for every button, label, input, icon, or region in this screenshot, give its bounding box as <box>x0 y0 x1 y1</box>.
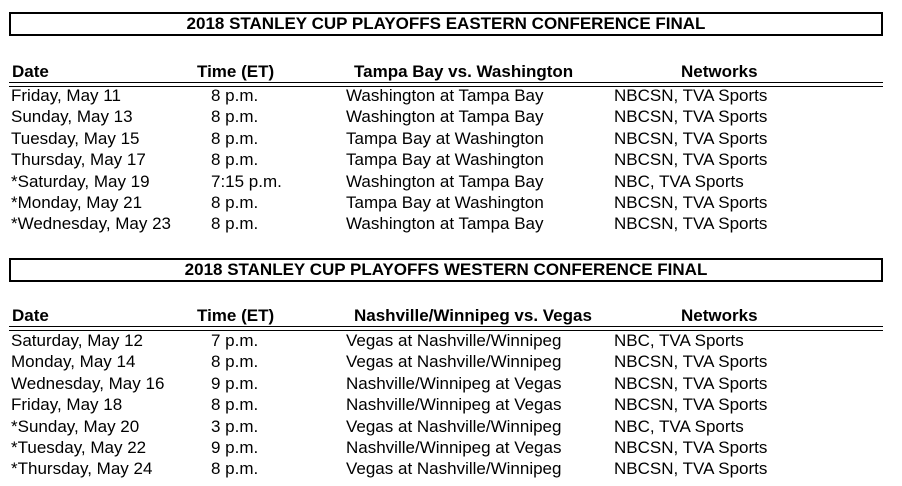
matchup-cell: Washington at Tampa Bay <box>346 107 544 127</box>
table-row <box>0 373 902 394</box>
time-cell: 9 p.m. <box>211 373 259 393</box>
time-cell: 3 p.m. <box>211 416 259 436</box>
time-cell: 8 p.m. <box>211 128 259 148</box>
table-row <box>0 192 902 213</box>
matchup-cell: Tampa Bay at Washington <box>346 128 544 148</box>
table-row <box>0 416 902 437</box>
time-cell: 8 p.m. <box>211 459 259 479</box>
networks-cell: NBCSN, TVA Sports <box>614 437 768 457</box>
matchup-cell: Nashville/Winnipeg at Vegas <box>346 437 562 457</box>
east-header-date: Date <box>12 62 49 81</box>
networks-cell: NBCSN, TVA Sports <box>614 352 768 372</box>
matchup-cell: Tampa Bay at Washington <box>346 150 544 170</box>
time-cell: 8 p.m. <box>211 214 259 234</box>
table-row <box>0 149 902 170</box>
networks-cell: NBCSN, TVA Sports <box>614 107 768 127</box>
table-row <box>0 351 902 372</box>
west-title: 2018 STANLEY CUP PLAYOFFS WESTERN CONFERENCE FINAL <box>9 258 883 282</box>
table-row <box>0 213 902 234</box>
date-cell: Friday, May 18 <box>11 395 123 415</box>
matchup-cell: Washington at Tampa Bay <box>346 214 544 234</box>
networks-cell: NBCSN, TVA Sports <box>614 373 768 393</box>
time-cell: 9 p.m. <box>211 437 259 457</box>
table-row <box>0 394 902 415</box>
table-row <box>0 330 902 351</box>
table-row <box>0 171 902 192</box>
networks-cell: NBC, TVA Sports <box>614 331 744 350</box>
date-cell: Friday, May 11 <box>11 86 121 105</box>
west-schedule-table <box>0 330 902 480</box>
date-cell: Thursday, May 17 <box>11 150 146 170</box>
time-cell: 8 p.m. <box>211 150 259 170</box>
time-cell: 8 p.m. <box>211 86 259 105</box>
matchup-cell: Nashville/Winnipeg at Vegas <box>346 395 562 415</box>
time-cell: 8 p.m. <box>211 192 259 212</box>
networks-cell: NBCSN, TVA Sports <box>614 395 768 415</box>
east-header-matchup: Tampa Bay vs. Washington <box>354 62 574 81</box>
networks-cell: NBCSN, TVA Sports <box>614 459 768 479</box>
west-header-time: Time (ET) <box>197 306 275 325</box>
west-header-row <box>0 305 902 327</box>
matchup-cell: Nashville/Winnipeg at Vegas <box>346 373 562 393</box>
east-header-time: Time (ET) <box>197 62 275 81</box>
table-row <box>0 85 902 106</box>
time-cell: 7:15 p.m. <box>211 171 282 191</box>
matchup-cell: Vegas at Nashville/Winnipeg <box>346 352 562 372</box>
networks-cell: NBCSN, TVA Sports <box>614 128 768 148</box>
matchup-cell: Vegas at Nashville/Winnipeg <box>346 331 562 350</box>
matchup-cell: Washington at Tampa Bay <box>346 86 544 105</box>
east-schedule-table <box>0 85 902 235</box>
time-cell: 7 p.m. <box>211 331 259 350</box>
table-row <box>0 128 902 149</box>
date-cell: Monday, May 14 <box>11 352 136 372</box>
date-cell: *Thursday, May 24 <box>11 459 153 479</box>
date-cell: Wednesday, May 16 <box>11 373 165 393</box>
matchup-cell: Tampa Bay at Washington <box>346 192 544 212</box>
date-cell: Sunday, May 13 <box>11 107 133 127</box>
matchup-cell: Vegas at Nashville/Winnipeg <box>346 416 562 436</box>
east-header-row <box>0 61 902 83</box>
west-header-matchup: Nashville/Winnipeg vs. Vegas <box>354 306 592 325</box>
matchup-cell: Vegas at Nashville/Winnipeg <box>346 459 562 479</box>
west-header-networks: Networks <box>681 306 758 325</box>
networks-cell: NBCSN, TVA Sports <box>614 214 768 234</box>
date-cell: *Monday, May 21 <box>11 192 143 212</box>
time-cell: 8 p.m. <box>211 352 259 372</box>
networks-cell: NBC, TVA Sports <box>614 416 744 436</box>
networks-cell: NBCSN, TVA Sports <box>614 150 768 170</box>
table-row <box>0 106 902 127</box>
networks-cell: NBC, TVA Sports <box>614 171 744 191</box>
table-row <box>0 458 902 479</box>
matchup-cell: Washington at Tampa Bay <box>346 171 544 191</box>
networks-cell: NBCSN, TVA Sports <box>614 192 768 212</box>
east-title: 2018 STANLEY CUP PLAYOFFS EASTERN CONFERENCE FINAL <box>9 12 883 36</box>
east-header-networks: Networks <box>681 62 758 81</box>
date-cell: *Tuesday, May 22 <box>11 437 147 457</box>
time-cell: 8 p.m. <box>211 107 259 127</box>
date-cell: *Wednesday, May 23 <box>11 214 172 234</box>
date-cell: *Saturday, May 19 <box>11 171 150 191</box>
date-cell: Tuesday, May 15 <box>11 128 140 148</box>
date-cell: Saturday, May 12 <box>11 331 143 350</box>
time-cell: 8 p.m. <box>211 395 259 415</box>
networks-cell: NBCSN, TVA Sports <box>614 86 768 105</box>
table-row <box>0 437 902 458</box>
date-cell: *Sunday, May 20 <box>11 416 140 436</box>
west-header-date: Date <box>12 306 49 325</box>
